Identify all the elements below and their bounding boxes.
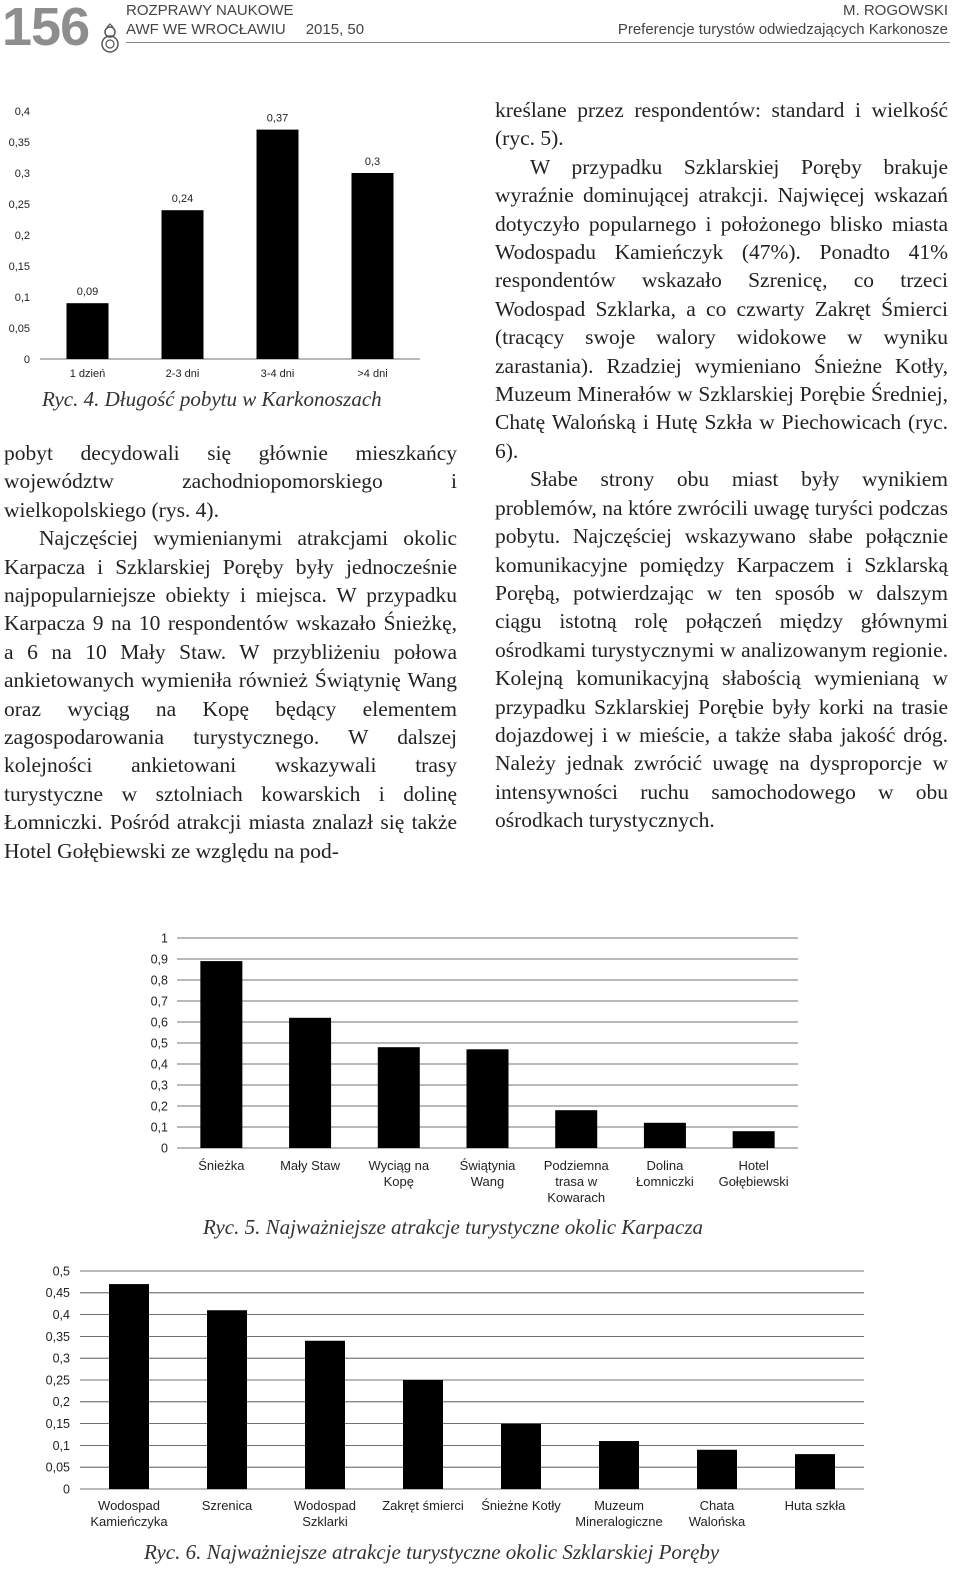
- category-label: Wodospad: [98, 1498, 160, 1513]
- page-number: 156: [2, 0, 90, 57]
- category-label: 2-3 dni: [165, 368, 200, 380]
- y-tick-label: 0: [161, 1141, 168, 1156]
- y-tick-label: 0,9: [150, 952, 168, 967]
- y-tick-label: 0: [63, 1482, 70, 1497]
- y-tick-label: 0,5: [52, 1264, 70, 1279]
- paragraph: Słabe strony obu miast były wynikiem problemów, na które zwrócili uwagę turyści podczas pobytu. Najczęściej wskazywano słabe połącznie komunikacyjne pomiędzy Karpaczem i Szklarską Porębą, potwierdzając w ten sposób w dalszym ciągu istotną rolę połączeń między głównymi ośrodkami turystycznymi w analizowanym regionie. Kolejną komunikacyjną słabością wymienianą w przypadku Szklarskiej Porębie były korki na trasie dojazdowej i w mieście, a także słaba jakość dróg. Należy jednak zwrócić uwagę na dysproporcje w intensywności ruchu samochodowego w obu ośrodkach turystycznych.: [495, 467, 948, 833]
- y-tick-label: 0,25: [45, 1373, 70, 1388]
- y-tick-label: 0,2: [14, 229, 30, 242]
- category-label: Śnieżka: [198, 1158, 245, 1173]
- y-tick-label: 0,1: [14, 291, 30, 304]
- bar: [501, 1424, 541, 1489]
- y-tick-label: 0,3: [150, 1078, 168, 1093]
- y-tick-label: 0,3: [14, 167, 30, 180]
- category-label: Hotel: [738, 1158, 769, 1173]
- category-label: Chata: [699, 1498, 735, 1513]
- y-tick-label: 1: [161, 931, 168, 946]
- paragraph: Najczęściej wymienianymi atrakcjami okolic Karpacza i Szklarskiej Poręby były jednocześnie najpopularniejsze obiekty i miejsca. W przypadku Karpacza 9 na 10 respondentów wskazało Śnieżkę, a 6 na 10 Mały Staw. W przybliżeniu połowa ankietowanych wymieniła również Świątynię Wang oraz wyciąg na Kopę będący elementem zagospodarowania turystycznego. W dalszej kolejności ankietowani wskazywali trasy turystyczne w sztolniach kowarskich i dolinę Łomniczki. Pośród atrakcji miasta znalazł się także Hotel Gołębiewski ze względu na pod-: [4, 526, 457, 863]
- y-tick-label: 0,4: [14, 105, 30, 118]
- category-label: Walońska: [688, 1514, 746, 1529]
- category-label: Wang: [470, 1174, 505, 1189]
- category-label: Szrenica: [201, 1498, 253, 1513]
- category-label: Kowarach: [547, 1190, 606, 1205]
- journal-institution-text: AWF WE WROCŁAWIU: [126, 21, 286, 38]
- y-tick-label: 0,2: [150, 1099, 168, 1114]
- bar: [207, 1310, 247, 1489]
- y-tick-label: 0,4: [52, 1307, 70, 1322]
- y-tick-label: 0,8: [150, 973, 168, 988]
- y-tick-label: 0,7: [150, 994, 168, 1009]
- figure-caption-4: Ryc. 4. Długość pobytu w Karkonoszach: [42, 387, 382, 411]
- bar: [697, 1450, 737, 1489]
- y-tick-label: 0,15: [8, 260, 30, 273]
- category-label: Szklarki: [302, 1514, 348, 1529]
- paragraph: W przypadku Szklarskiej Poręby brakuje wyraźnie dominującej atrakcji. Najwięcej wskazań dotyczyło popularnego i położonego blisko miasta Wodospadu Kamieńczyk (47%). Ponadto 41% respondentów wskazało Szrenicę, co trzeci Wodospad Szklarka, a co czwarty Zakręt Śmierci (tracący swoje walory widokowe w wyniku zarastania). Rzadziej wymieniano Śnieżne Kotły, Muzeum Minerałów w Szklarskiej Porębie Średniej, Chatę Walońską i Hutę Szkła w Piechowicach (ryc. 6).: [495, 154, 948, 463]
- paragraph: pobyt decydowali się głównie mieszkańcy województw zachodniopomorskiego i wielkopolskiego (rys. 4).: [4, 441, 457, 522]
- category-label: Śnieżne Kotły: [481, 1498, 561, 1513]
- paragraph: kreślane przez respondentów: standard i wielkość (ryc. 5).: [495, 98, 948, 151]
- category-label: Podziemna: [543, 1158, 609, 1173]
- bar: [109, 1284, 149, 1489]
- y-tick-label: 0,6: [150, 1015, 168, 1030]
- y-tick-label: 0,05: [8, 322, 30, 335]
- category-label: Wyciąg na: [368, 1158, 430, 1173]
- data-label: 0,09: [76, 286, 99, 299]
- category-label: Łomniczki: [636, 1174, 694, 1189]
- figure-caption-6: Ryc. 6. Najważniejsze atrakcje turystyczne okolic Szklarskiej Poręby: [144, 1540, 720, 1564]
- category-label: Dolina: [646, 1158, 684, 1173]
- y-tick-label: 0,5: [150, 1036, 168, 1051]
- category-label: Mały Staw: [280, 1158, 341, 1173]
- y-tick-label: 0: [23, 353, 30, 366]
- article-title: Preferencje turystów odwiedzających Karkonosze: [617, 21, 948, 38]
- y-tick-label: 0,45: [45, 1286, 70, 1301]
- data-label: 0,24: [171, 193, 194, 206]
- category-label: Muzeum: [594, 1498, 644, 1513]
- y-tick-label: 0,3: [52, 1351, 70, 1366]
- y-tick-label: 0,15: [45, 1416, 70, 1431]
- category-label: Mineralogiczne: [575, 1514, 663, 1529]
- category-label: Wodospad: [294, 1498, 356, 1513]
- category-label: 3-4 dni: [260, 368, 295, 380]
- category-label: Kamieńczyka: [90, 1514, 168, 1529]
- category-label: Huta szkła: [784, 1498, 846, 1513]
- category-label: >4 dni: [357, 368, 388, 380]
- bar: [795, 1454, 835, 1489]
- journal-name: ROZPRAWY NAUKOWE: [126, 2, 294, 19]
- figure-caption-5: Ryc. 5. Najważniejsze atrakcje turystyczne okolic Karpacza: [203, 1215, 704, 1239]
- y-tick-label: 0,35: [45, 1329, 70, 1344]
- y-tick-label: 0,1: [52, 1438, 70, 1453]
- category-label: 1 dzień: [69, 368, 106, 380]
- bar: [403, 1380, 443, 1489]
- category-label: Kopę: [383, 1174, 414, 1189]
- author-name: M. ROGOWSKI: [843, 2, 948, 19]
- bar: [599, 1441, 639, 1489]
- y-tick-label: 0,35: [8, 136, 30, 149]
- bar: [305, 1341, 345, 1489]
- data-label: 0,37: [266, 112, 289, 125]
- y-tick-label: 0,05: [45, 1460, 70, 1475]
- y-tick-label: 0,25: [8, 198, 30, 211]
- category-label: trasa w: [555, 1174, 598, 1189]
- category-label: Zakręt śmierci: [382, 1498, 464, 1513]
- y-tick-label: 0,2: [52, 1395, 70, 1410]
- data-label: 0,3: [364, 156, 381, 168]
- journal-year-issue: 2015, 50: [305, 21, 365, 38]
- y-tick-label: 0,1: [150, 1120, 168, 1135]
- category-label: Świątynia: [459, 1158, 516, 1173]
- y-tick-label: 0,4: [150, 1057, 168, 1072]
- category-label: Gołębiewski: [718, 1174, 789, 1189]
